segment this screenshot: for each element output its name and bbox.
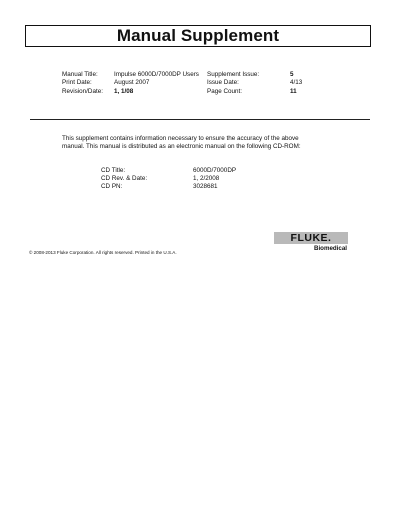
meta-row-3 <box>62 88 372 96</box>
cd-info <box>101 167 301 191</box>
manual-title-label: Manual Title: <box>62 71 98 78</box>
cd-rev-label: CD Rev. & Date: <box>101 174 148 182</box>
issue-date-value: 4/13 <box>290 79 303 87</box>
meta-row-2 <box>62 79 372 87</box>
intro-paragraph: This supplement contains information necessary to ensure the accuracy of the above manual. This manual is distributed as an electronic manual on the following CD-ROM: <box>62 135 301 150</box>
cd-pn-label: CD PN: <box>101 182 123 190</box>
meta-row-1 <box>62 71 372 79</box>
manual-metadata <box>62 71 372 96</box>
page-count-value: 11 <box>290 87 297 95</box>
supplement-issue-value: 5 <box>290 71 294 78</box>
divider-rule <box>30 119 370 120</box>
page-title: Manual Supplement <box>116 26 280 45</box>
logo-bar <box>274 232 348 244</box>
cd-row-rev <box>101 175 301 183</box>
cd-title-label: CD Title: <box>101 167 126 174</box>
print-date-value: August 2007 <box>114 79 150 87</box>
cd-pn-value: 3028681 <box>193 182 218 190</box>
logo-brand: FLUKE. <box>290 232 332 244</box>
manual-title-value: Impulse 6000D/7000DP Users <box>114 71 199 78</box>
revision-date-value: 1, 1/08 <box>114 87 134 95</box>
cd-title-value: 6000D/7000DP <box>193 167 237 174</box>
cd-row-pn <box>101 183 301 191</box>
revision-date-label: Revision/Date: <box>62 87 103 95</box>
cd-rev-value: 1, 2/2008 <box>193 174 220 182</box>
fluke-biomedical-logo <box>274 232 348 252</box>
issue-date-label: Issue Date: <box>207 79 239 87</box>
copyright-notice: © 2008-2013 Fluke Corporation. All rights reserved. Printed in the U.S.A. <box>29 250 177 255</box>
page-count-label: Page Count: <box>207 87 243 95</box>
title-box <box>25 25 371 47</box>
cd-row-title <box>101 167 301 175</box>
logo-subtitle: Biomedical <box>313 245 347 252</box>
print-date-label: Print Date: <box>62 79 92 87</box>
supplement-issue-label: Supplement Issue: <box>207 71 260 78</box>
